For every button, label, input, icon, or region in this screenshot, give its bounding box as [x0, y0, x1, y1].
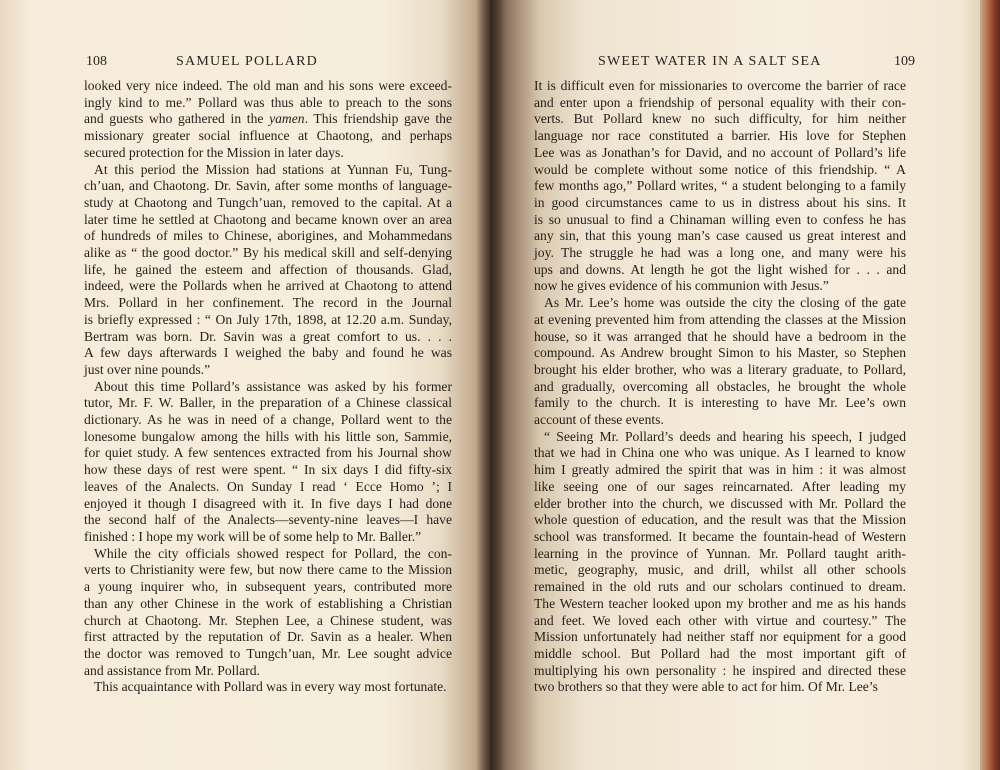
text-line: two brothers so that they were able to act for him. Of Mr. Lee’s	[534, 679, 878, 695]
text-line: a young inquirer who, in subsequent years, contributed more	[84, 579, 452, 595]
text-line: dictionary. As he was in need of a change, Pollard went to the	[84, 412, 452, 428]
text-line: lonesome bungalow among the hills with his little son, Sammie,	[84, 428, 452, 444]
text-line: school was transformed. It became the fountain-head of Western	[534, 528, 906, 544]
text-line: elder brother into the church, we discussed with Mr. Pollard the	[534, 495, 906, 511]
text-line: verts to Christianity were few, but now there came to the Mission	[84, 562, 452, 578]
text-line: church at Chaotong. Mr. Stephen Lee, a Chinese student, was	[84, 612, 452, 628]
left-body-text	[84, 78, 452, 696]
text-line: him I greatly admired the spirit that was in him : it was almost	[534, 462, 906, 478]
text-line: multiplying his own personality : he inspired and directed these	[534, 662, 906, 678]
book-gutter-shadow	[476, 0, 506, 770]
text-line: brought his elder brother, who was a literary graduate, to Pollard,	[534, 361, 906, 377]
right-running-head: SWEET WATER IN A SALT SEA	[598, 54, 822, 69]
text-line: is briefly expressed : “ On July 17th, 1898, at 12.20 a.m. Sunday,	[84, 311, 452, 327]
text-line: at evening prevented him from attending the classes at the Mission	[534, 311, 906, 327]
text-line: learning in the province of Yunnan. Mr. Pollard taught arith-	[534, 545, 906, 561]
text-line: While the city officials showed respect for Pollard, the con-	[94, 545, 452, 561]
text-line: whole question of education, and the result was that the Mission	[534, 512, 906, 528]
text-line: Mrs. Pollard in her confinement. The record in the Journal	[84, 295, 452, 311]
text-line: compound. As Andrew brought Simon to his Master, so Stephen	[534, 345, 906, 361]
text-line: account of these events.	[534, 412, 664, 428]
text-line: the second half of the Analects—seventy-nine leaves—I have	[84, 512, 452, 528]
text-line: and feet. We loved each other with virtue and courtesy.” The	[534, 612, 906, 628]
text-line: secured protection for the Mission in later days.	[84, 144, 344, 160]
text-line: At this period the Mission had stations at Yunnan Fu, Tung-	[94, 161, 452, 177]
text-line: This acquaintance with Pollard was in every way most fortunate.	[94, 679, 447, 695]
text-line: metic, geography, music, and drill, whilst all other schools	[534, 562, 906, 578]
right-page-number: 109	[894, 54, 915, 69]
text-line: indeed, were the Pollards when he arrived at Chaotong to attend	[84, 278, 452, 294]
text-line: for quiet study. A few sentences extracted from his Journal show	[84, 445, 452, 461]
text-line: missionary greater social influence at Chaotong, and perhaps	[84, 128, 452, 144]
text-line: Lee was as Jonathan’s for David, and no account of Pollard’s life	[534, 144, 906, 160]
text-line: remained in the old ruts and our scholars continued to dream.	[534, 579, 906, 595]
text-line: About this time Pollard’s assistance was asked by his former	[94, 378, 452, 394]
text-line: It is difficult even for missionaries to overcome the barrier of race	[534, 78, 906, 93]
text-line: now he gives evidence of his communion with Jesus.”	[534, 278, 829, 294]
text-line: life, he gained the esteem and affection of thousands. Glad,	[84, 261, 452, 277]
text-line: is so unusual to find a Chinaman willing even to confess he has	[534, 211, 906, 227]
text-line: verts. But Pollard knew no such difficulty, for him neither	[534, 111, 906, 127]
text-line: enjoyed it though I disagreed with it. In five days I had done	[84, 495, 452, 511]
text-line: family to the church. It is interesting to have Mr. Lee’s own	[534, 395, 906, 411]
text-line: how these days of rest were spent. “ In six days I did fifty-six	[84, 462, 452, 478]
text-line: would be complete without some notice of this friendship. “ A	[534, 161, 906, 177]
right-body-text	[534, 78, 906, 696]
text-line: alike as “ the good doctor.” By his medical skill and self-denying	[84, 245, 452, 261]
text-line: “ Seeing Mr. Pollard’s deeds and hearing his speech, I judged	[544, 428, 906, 444]
text-line: in good circumstances came to us in distress about his sins. It	[534, 194, 906, 210]
text-line: and guests who gathered in the yamen. This friendship gave the	[84, 111, 452, 127]
text-line: few months ago,” Pollard writes, “ a student belonging to a family	[534, 178, 906, 194]
text-line: ups and downs. At length he got the light wished for . . . and	[534, 261, 906, 277]
text-line: the doctor was removed to Tungch’uan, Mr. Lee sought advice	[84, 645, 452, 661]
text-line: The Western teacher looked upon my brother and me as his hands	[534, 595, 906, 611]
text-line: any sin, that this young man’s case caused us great interest and	[534, 228, 906, 244]
text-line: and assistance from Mr. Pollard.	[84, 662, 260, 678]
text-line: like seeing one of our sages reincarnated. After leading my	[534, 478, 906, 494]
book-cover-edge	[980, 0, 1000, 770]
text-line: ch’uan, and Chaotong. Dr. Savin, after some months of language-	[84, 178, 452, 194]
right-page	[490, 0, 980, 770]
text-line: later time he settled at Chaotong and became known over an area	[84, 211, 452, 227]
text-line: language nor race constituted a barrier. His love for Stephen	[534, 128, 906, 144]
text-line: just over nine pounds.”	[84, 361, 211, 377]
text-line: first attracted by the reputation of Dr. Savin as a healer. When	[84, 629, 452, 645]
text-line: house, so it was arranged that he should have a bedroom in the	[534, 328, 906, 344]
text-line: that we had in China one who was unique. As I learned to know	[534, 445, 906, 461]
text-line: Mission unfortunately had neither staff nor equipment for a good	[534, 629, 906, 645]
text-line: than any other Chinese in the work of establishing a Christian	[84, 595, 452, 611]
text-line: leaves of the Analects. On Sunday I read ‘ Ecce Homo ’; I	[84, 478, 452, 494]
text-line: and enter upon a friendship of personal equality with their con-	[534, 94, 906, 110]
text-line: joy. The struggle he had was a long one, and many were his	[534, 245, 906, 261]
text-line: As Mr. Lee’s home was outside the city the closing of the gate	[544, 295, 906, 311]
left-page	[0, 0, 490, 770]
text-line: looked very nice indeed. The old man and his sons were exceed-	[84, 78, 452, 93]
text-line: of hundreds of miles to Chinese, aborigines, and Mohammedans	[84, 228, 452, 244]
text-line: finished : I hope my work will be of some help to Mr. Baller.”	[84, 528, 422, 544]
left-page-number: 108	[86, 54, 107, 69]
text-line: and gradually, overcoming all obstacles, he brought the whole	[534, 378, 906, 394]
text-line: Bertram was born. Dr. Savin was a great comfort to us. . . .	[84, 328, 452, 344]
text-line: ingly kind to me.” Pollard was thus able to preach to the sons	[84, 94, 452, 110]
text-line: A few days afterwards I weighed the baby and found he was	[84, 345, 452, 361]
left-running-head: SAMUEL POLLARD	[176, 54, 318, 69]
text-line: study at Chaotong and Tungch’uan, removed to the capital. At a	[84, 194, 452, 210]
text-line: middle school. But Pollard had the most important gift of	[534, 645, 906, 661]
text-line: tutor, Mr. F. W. Baller, in the preparation of a Chinese classical	[84, 395, 452, 411]
